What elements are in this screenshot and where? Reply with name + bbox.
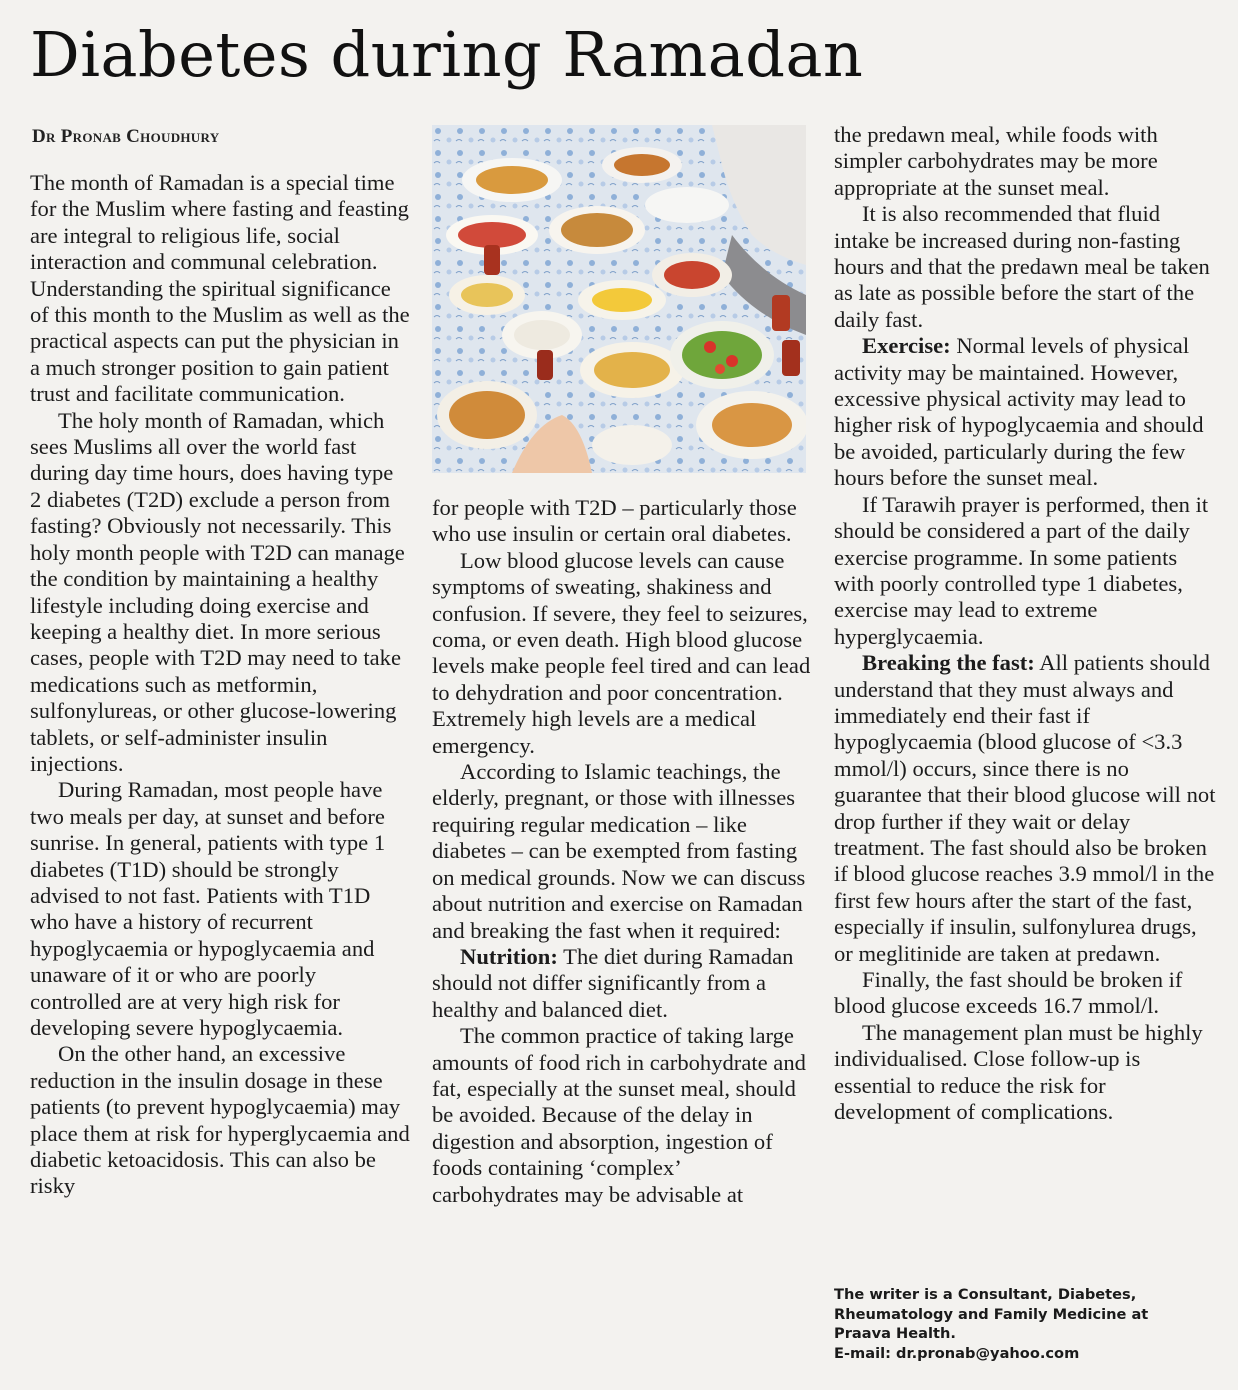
paragraph: It is also recommended that fluid intake be increased during non-fasting hours and that the predawn meal be taken as late as possible before the start of the daily fast. [834,201,1210,332]
paragraph-text: All patients should understand that they must always and immediately end their fast if hypoglycaemia (blood glucose of <3.3 mmol/l) occurs, since there is no guarantee that their blood glucose will not drop further if they wait or delay treatment. The fast should also be broken if blood glucose reaches 3.9 mmol/l in the first few hours after the start of the fast, especially if insulin, sulfonylurea drugs, or meglitinide are taken at predawn. [834,650,1216,966]
paragraph: If Tarawih prayer is performed, then it should be considered a part of the daily exercise programme. In some patients with poorly controlled type 1 diabetes, exercise may lead to extreme hyperglycaemia. [834,491,1209,649]
paragraph-text: Normal levels of physical activity may be maintained. However, excessive physical activity may lead to higher risk of hypoglycaemia and should be avoided, particularly during the few hours before the sunset meal. [834,333,1204,491]
paragraph: According to Islamic teachings, the elderly, pregnant, or those with illnesses requiring regular medication – like diabetes – can be exempted from fasting on medical grounds. Now we can discuss about nutrition and exercise on Ramadan and breaking the fast when it required: [432,759,806,943]
iftar-table-photo [432,125,806,473]
section-lead-exercise: Exercise: [862,333,951,359]
column-2 [432,495,812,1208]
column-3 [834,122,1219,1125]
footnote-line: Praava Health. [834,1325,956,1342]
footnote-line: Rheumatology and Family Medicine at [834,1305,1149,1323]
paragraph: The management plan must be highly individualised. Close follow-up is essential to reduce the risk for development of complications. [834,1019,1203,1125]
author-footnote [834,1285,1214,1363]
food-table-image [432,125,806,473]
paragraph: for people with T2D – particularly those who use insulin or certain oral diabetes. [432,495,797,547]
author-byline: Dr Pronab Choudhury [32,126,220,147]
footnote-line: The writer is a Consultant, Diabetes, [834,1286,1137,1303]
paragraph: On the other hand, an excessive reduction in the insulin dosage in these patients (to prevent hypoglycaemia) may place them at risk for hyperglycaemia and diabetic ketoacidosis. This can also be risky [30,1041,410,1199]
paragraph [834,650,1219,967]
paragraph [834,333,1219,491]
paragraph: The holy month of Ramadan, which sees Muslims all over the world fast during day time hours, does having type 2 diabetes (T2D) exclude a person from fasting? Obviously not necessarily. This holy month people with T2D can manage the condition by maintaining a healthy lifestyle including doing exercise and keeping a healthy diet. In more serious cases, people with T2D may need to take medications such as metformin, sulfonylureas, or other glucose-lowering tablets, or self-administer insulin injections. [30,407,405,776]
paragraph: Low blood glucose levels can cause symptoms of sweating, shakiness and confusion. If severe, they feel to seizures, coma, or even death. High blood glucose levels make people feel tired and can lead to dehydration and poor concentration. Extremely high levels are a medical emergency. [432,547,811,758]
paragraph: The common practice of taking large amounts of food rich in carbohydrate and fat, especially at the sunset meal, should be avoided. Because of the delay in digestion and absorption, ingestion of foods containing ‘complex’ carbohydrates may be advisable at [432,1023,806,1207]
paragraph-text: The diet during Ramadan should not differ significantly from a healthy and balanced diet. [432,943,794,1022]
paragraph: The month of Ramadan is a special time for the Muslim where fasting and feasting are integral to religious life, social interaction and communal celebration. Understanding the spiritual significance of this month to the Muslim as well as the practical aspects can put the physician in a much stronger position to gain patient trust and facilitate communication. [30,170,410,407]
paragraph: the predawn meal, while foods with simpler carbohydrates may be more appropriate at the sunset meal. [834,122,1158,200]
author-email: E-mail: dr.pronab@yahoo.com [834,1344,1080,1362]
paragraph: Finally, the fast should be broken if blood glucose exceeds 16.7 mmol/l. [834,967,1183,1019]
paragraph: During Ramadan, most people have two meals per day, at sunset and before sunrise. In general, patients with type 1 diabetes (T1D) should be strongly advised to not fast. Patients with T1D who have a history of recurrent hypoglycaemia or hypoglycaemia and unaware of it or who are poorly controlled are at very high risk for developing severe hypoglycaemia. [30,777,386,1040]
column-1 [30,170,410,1200]
article-title: Diabetes during Ramadan [30,18,864,91]
section-lead-nutrition: Nutrition: [460,943,558,969]
paragraph [432,944,812,1023]
section-lead-breaking-fast: Breaking the fast: [862,650,1035,676]
